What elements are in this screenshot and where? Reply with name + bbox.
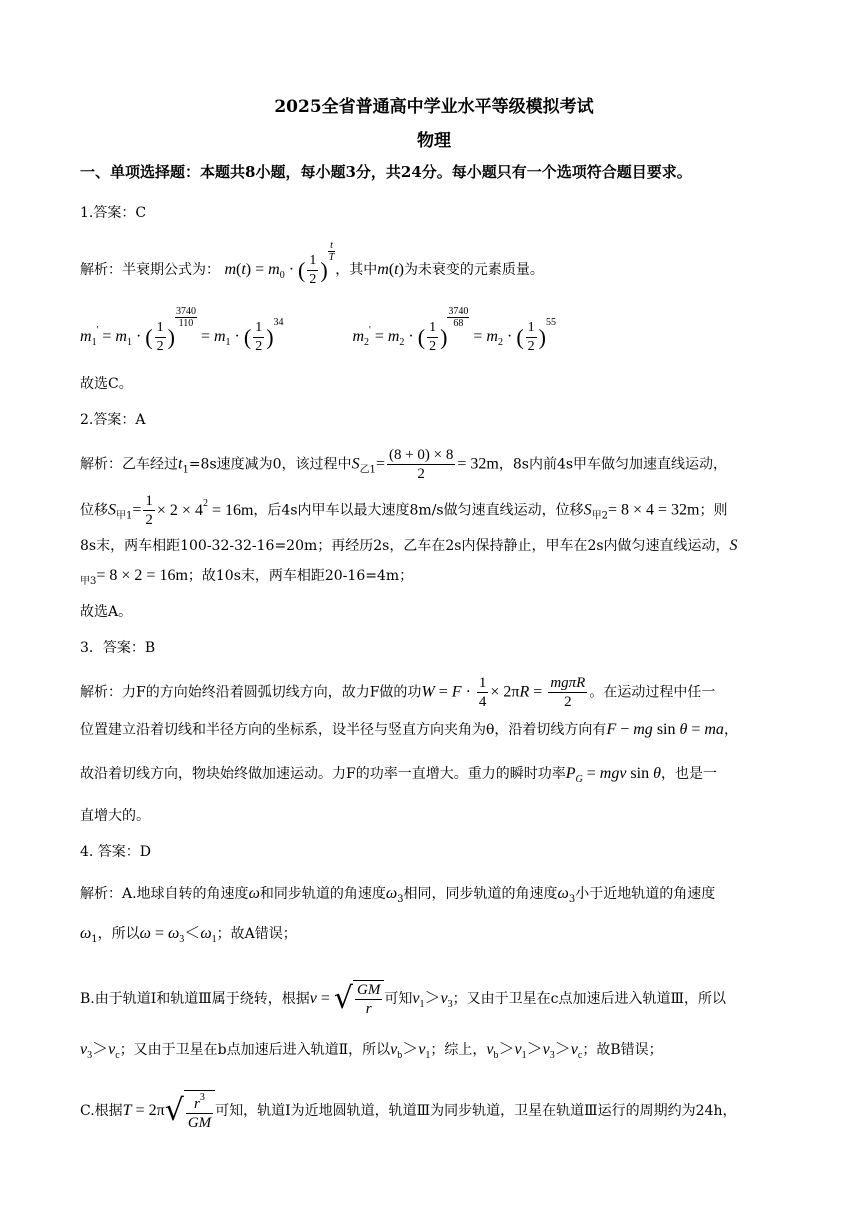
q3-line1: 解析：力F的方向始终沿着圆弧切线方向，故力F做的功W = F · $\frac{1}{4}$ × 2πR = $\frac{\text{mgπR}}{2}$ 。在运动过程中任一 <box>80 675 716 710</box>
q1-analysis-suffix: ，其中 <box>335 262 378 279</box>
q4-l2a: ，所以 <box>97 926 140 942</box>
q1-answer: 1.答案：C <box>80 205 147 221</box>
q1-analysis: 解析：半衰期公式为： $m(t) = m_0$ · ( $\frac{1}{2}$ ) $\frac{t}{T}$ ，其中m(t)为未衰变的元素质量。 <box>80 240 544 287</box>
q1-conclusion: 故选C。 <box>80 376 133 392</box>
q1-equations <box>80 306 556 359</box>
q2-l1b: =8s速度减为0，该过程中 <box>188 456 352 473</box>
q3-line4: 直增大的。 <box>80 808 150 824</box>
q4-l5a: C.根据 <box>80 1103 123 1119</box>
q4-line2: $\omega_1$，所以$\omega = \omega_3<\omega_1$；故A错误； <box>80 925 297 946</box>
q3-line3: 故沿着切线方向，物块始终做加速运动。力F的功率一直增大。重力的瞬时功率$P_G$ = mgv sin θ，也是一 <box>80 765 717 786</box>
q2-l2c: ；则 <box>699 502 728 519</box>
q4-l1b: 和同步轨道的角速度 <box>259 886 386 902</box>
q4-l3b: 可知 <box>384 991 413 1007</box>
exam-title: 2025全省普通高中学业水平等级模拟考试 <box>274 97 594 117</box>
q4-l1d: 小于近地轨道的角速度 <box>575 886 716 902</box>
q1-analysis-end: 为未衰变的元素质量。 <box>403 262 544 279</box>
q3-l2b: ， <box>723 722 738 738</box>
q3-line2: 位置建立沿着切线和半径方向的坐标系，设半径与竖直方向夹角为θ，沿着切线方向有F − mg sin θ = ma， <box>80 721 738 738</box>
q2-l2a: 位移 <box>80 502 108 519</box>
q2-line4: $_{甲3}$= 8 × 2 = 16m；故10s末，两车相距20-16=4m； <box>80 567 414 587</box>
q2-l4a: ；故10s末，两车相距20-16=4m； <box>187 568 414 584</box>
q4-l1a: 解析：A.地球自转的角速度 <box>80 886 249 902</box>
equation-m1: $m_1' = m_1$ · ( $\frac{1}{2}$ ) $\frac{3740}{110}$ = $m_1$ · ( $\frac{1}{2}$ )$^{34}$ <box>80 306 284 355</box>
q3-l3b: ，也是一 <box>660 766 717 782</box>
subject-title: 物理 <box>417 131 451 151</box>
q4-answer: 4. 答案：D <box>80 844 152 860</box>
q4-l3c: ；又由于卫星在c点加速后进入轨道Ⅲ，所以 <box>452 991 726 1007</box>
q3-l2a: 位置建立沿着切线和半径方向的坐标系，设半径与竖直方向夹角为θ，沿着切线方向有 <box>80 722 607 738</box>
q4-l4b: ；综上， <box>430 1042 487 1058</box>
q4-line3: B.由于轨道Ⅰ和轨道Ⅲ属于绕转，根据v = √ $\frac{GM}{r}$ 可知$v_1>v_3$；又由于卫星在c点加速后进入轨道Ⅲ，所以 <box>80 981 726 1017</box>
q4-line1: 解析：A.地球自转的角速度ω和同步轨道的角速度$\omega_3$相同，同步轨道的角速度$\omega_3$小于近地轨道的角速度 <box>80 885 716 905</box>
sqrt-gm-r: √ $\frac{GM}{r}$ <box>334 980 384 1018</box>
q2-l2b: ，后4s内甲车以最大速度8m/s做匀速直线运动，位移 <box>253 502 584 519</box>
q4-l2b: ；故A错误； <box>216 926 297 942</box>
q4-l4c: ；故B错误； <box>582 1042 663 1058</box>
q2-line2: 位移$S_{甲1}=$ $\frac{1}{2}$ × $2 \times 4^2 = 16m$，后4s内甲车以最大速度8m/s做匀速直线运动，位移$S_{甲2}= 8 \times 4 = 32m$；则 <box>80 493 728 528</box>
q4-line4: $v_3>v_c$；又由于卫星在b点加速后进入轨道Ⅱ，所以$v_b>v_1$；综上，$v_b>v_1>v_3>v_c$；故B错误； <box>80 1041 663 1062</box>
q2-conclusion: 故选A。 <box>80 604 133 620</box>
q2-l3a: 8s末，两车相距100-32-32-16=20m；再经历2s，乙车在2s内保持静止，甲车在2s内做匀速直线运动， <box>80 538 730 554</box>
equation-m2: $m_2' = m_2$ · ( $\frac{1}{2}$ ) $\frac{3740}{68}$ = $m_2$ · ( $\frac{1}{2}$ )$^{55}$ <box>352 306 556 355</box>
q2-line3: 8s末，两车相距100-32-32-16=20m；再经历2s，乙车在2s内保持静止，甲车在2s内做匀速直线运动，S <box>80 537 738 554</box>
q4-l3a: B.由于轨道Ⅰ和轨道Ⅲ属于绕转，根据 <box>80 991 310 1007</box>
q3-l1b: 。在运动过程中任一 <box>589 684 716 701</box>
q2-l1c: ，8s内前4s甲车做匀加速直线运动， <box>498 456 728 473</box>
q1-analysis-prefix: 解析：半衰期公式为： <box>80 262 220 279</box>
section-heading: 一、单项选择题：本题共8小题，每小题3分，共24分。每小题只有一个选项符合题目要求。 <box>80 163 692 181</box>
q4-l5b: 可知，轨道Ⅰ为近地圆轨道，轨道Ⅲ为同步轨道，卫星在轨道Ⅲ运行的周期约为24h， <box>215 1103 737 1119</box>
q2-answer: 2.答案：A <box>80 412 146 428</box>
q2-l1a: 解析：乙车经过 <box>80 456 178 473</box>
sqrt-r3-gm: √ $\frac{r^3}{GM}$ <box>165 1090 215 1132</box>
q3-l1a: 解析：力F的方向始终沿着圆弧切线方向，故力F做的功 <box>80 684 422 701</box>
q4-l4a: ；又由于卫星在b点加速后进入轨道Ⅱ，所以 <box>119 1042 391 1058</box>
q2-line1: 解析：乙车经过$t_1=8s$速度减为0，该过程中$S_{乙1}=$ $\frac{(8 + 0) \times 8}{2}$ = 32m，8s内前4s甲车做匀加速直线运动， <box>80 447 728 482</box>
q4-l1c: 相同，同步轨道的角速度 <box>403 886 558 902</box>
q4-line5: C.根据T = 2π√ $\frac{r^3}{GM}$ 可知，轨道Ⅰ为近地圆轨道，轨道Ⅲ为同步轨道，卫星在轨道Ⅲ运行的周期约为24h， <box>80 1092 737 1131</box>
half-life-formula: $m(t) = m_0$ · ( $\frac{1}{2}$ ) $\frac{t}{T}$ <box>224 240 335 287</box>
q3-answer: 3．答案：B <box>80 640 156 656</box>
q3-l3a: 故沿着切线方向，物块始终做加速运动。力F的功率一直增大。重力的瞬时功率 <box>80 766 566 782</box>
